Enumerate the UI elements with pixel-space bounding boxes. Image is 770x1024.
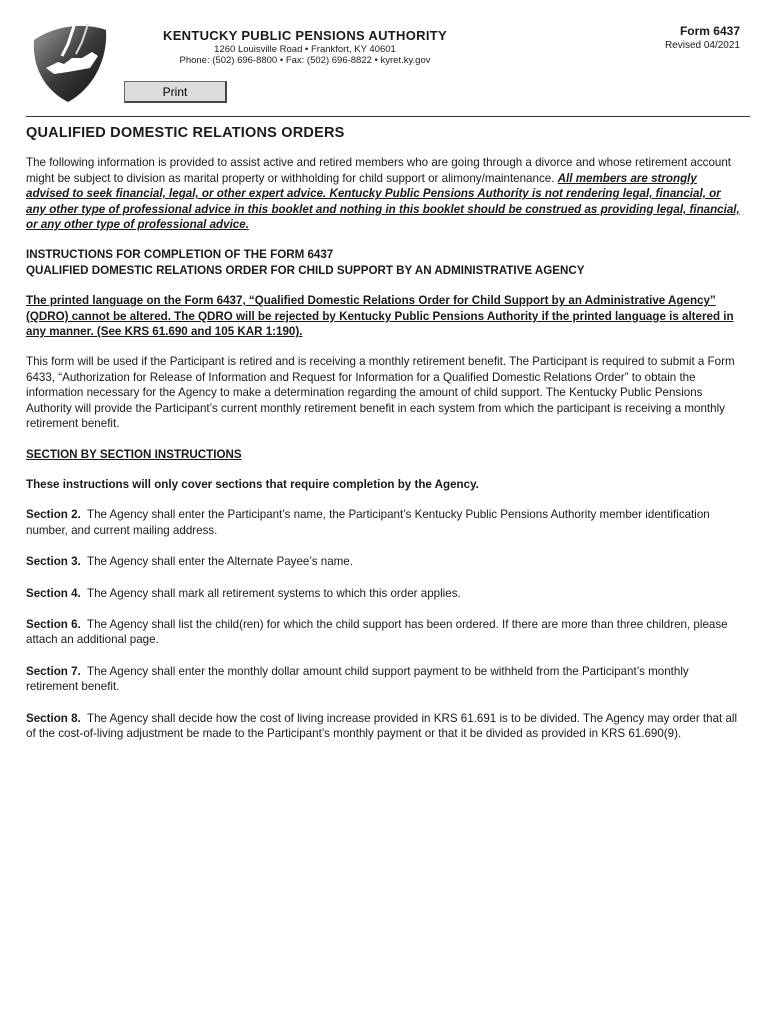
intro-paragraph: [26, 155, 740, 232]
intro-text: The following information is provided to assist active and retired members who are going through a divorce and whose retirement account might be subject to division as marital property or withholding for child support or alimony/maintenance.: [26, 156, 732, 185]
printed-language-notice: The printed language on the Form 6437, “Qualified Domestic Relations Order for Child Support by an Administrative Agency” (QDRO) cannot be altered. The QDRO will be rejected by Kentucky Public Pensions Authority if the printed language is altered in any manner. (See KRS 61.690 and 105 KAR 1:190).: [26, 294, 734, 339]
revision-date: Revised 04/2021: [664, 40, 740, 51]
section-label: Section 6.: [26, 617, 81, 631]
kentucky-shield-logo-icon: [28, 18, 110, 104]
organization-address: 1260 Louisville Road • Frankfort, KY 40601: [214, 43, 396, 55]
instructions-heading-line1: INSTRUCTIONS FOR COMPLETION OF THE FORM 6437: [26, 248, 334, 262]
section-6-instruction: [26, 617, 740, 648]
section-text: The Agency shall enter the Alternate Payee’s name.: [87, 555, 353, 569]
form-number: Form 6437: [679, 24, 740, 38]
coverage-note: These instructions will only cover sections that require completion by the Agency.: [26, 477, 479, 491]
section-text: The Agency shall mark all retirement systems to which this order applies.: [87, 586, 461, 600]
section-2-instruction: [26, 507, 740, 538]
print-button[interactable]: Print: [124, 81, 227, 103]
section-text: The Agency shall enter the Participant’s name, the Participant’s Kentucky Public Pensions Authority member identification number, and current mailing address.: [26, 508, 710, 537]
instructions-heading: [26, 247, 740, 278]
section-label: Section 8.: [26, 711, 81, 725]
organization-header: [140, 28, 470, 66]
section-label: Section 7.: [26, 664, 81, 678]
section-label: Section 4.: [26, 586, 81, 600]
section-text: The Agency shall list the child(ren) for which the child support has been ordered. If there are more than three children, please attach an additional page.: [26, 617, 728, 647]
section-label: Section 2.: [26, 508, 81, 522]
section-label: Section 3.: [26, 555, 81, 569]
section-text: The Agency shall decide how the cost of living increase provided in KRS 61.691 is to be divided. The Agency may order that all of the cost-of-living adjustment be made to the Participant’s monthly payment or that it be divided as provided in KRS 61.690(9).: [26, 711, 738, 740]
organization-contact: Phone: (502) 696-8800 • Fax: (502) 696-8822 • kyret.ky.gov: [179, 54, 431, 66]
document-title: QUALIFIED DOMESTIC RELATIONS ORDERS: [26, 125, 345, 141]
section-4-instruction: [26, 586, 740, 601]
section-instructions-heading: SECTION BY SECTION INSTRUCTIONS: [26, 447, 242, 461]
document-body: [26, 126, 740, 757]
section-text: The Agency shall enter the monthly dollar amount child support payment to be withheld from the Participant’s monthly retirement benefit.: [26, 664, 689, 694]
section-8-instruction: [26, 711, 740, 742]
usage-paragraph: This form will be used if the Participant is retired and is receiving a monthly retirement benefit. The Participant is required to submit a Form 6433, “Authorization for Release of Information and Request for Information for a Qualified Domestic Relations Order” to obtain the information necessary for the Agency to make a determination regarding the amount of child support. The Kentucky Public Pensions Authority will provide the Participant’s current monthly retirement benefit in each system from which the participant is receiving a monthly retirement benefit.: [26, 355, 735, 431]
instructions-heading-line2: QUALIFIED DOMESTIC RELATIONS ORDER FOR CHILD SUPPORT BY AN ADMINISTRATIVE AGENCY: [26, 263, 585, 277]
intro-disclaimer: All members are strongly advised to seek financial, legal, or other expert advice. Kentucky Public Pensions Authority is not rendering legal, financial, or any other type of professional advice in this booklet and nothing in this booklet should be construed as providing legal, financial, or any other type of professional advice.: [26, 171, 740, 232]
section-7-instruction: [26, 664, 740, 695]
section-3-instruction: [26, 554, 740, 569]
header-divider: [26, 116, 750, 117]
organization-name: KENTUCKY PUBLIC PENSIONS AUTHORITY: [163, 28, 447, 43]
